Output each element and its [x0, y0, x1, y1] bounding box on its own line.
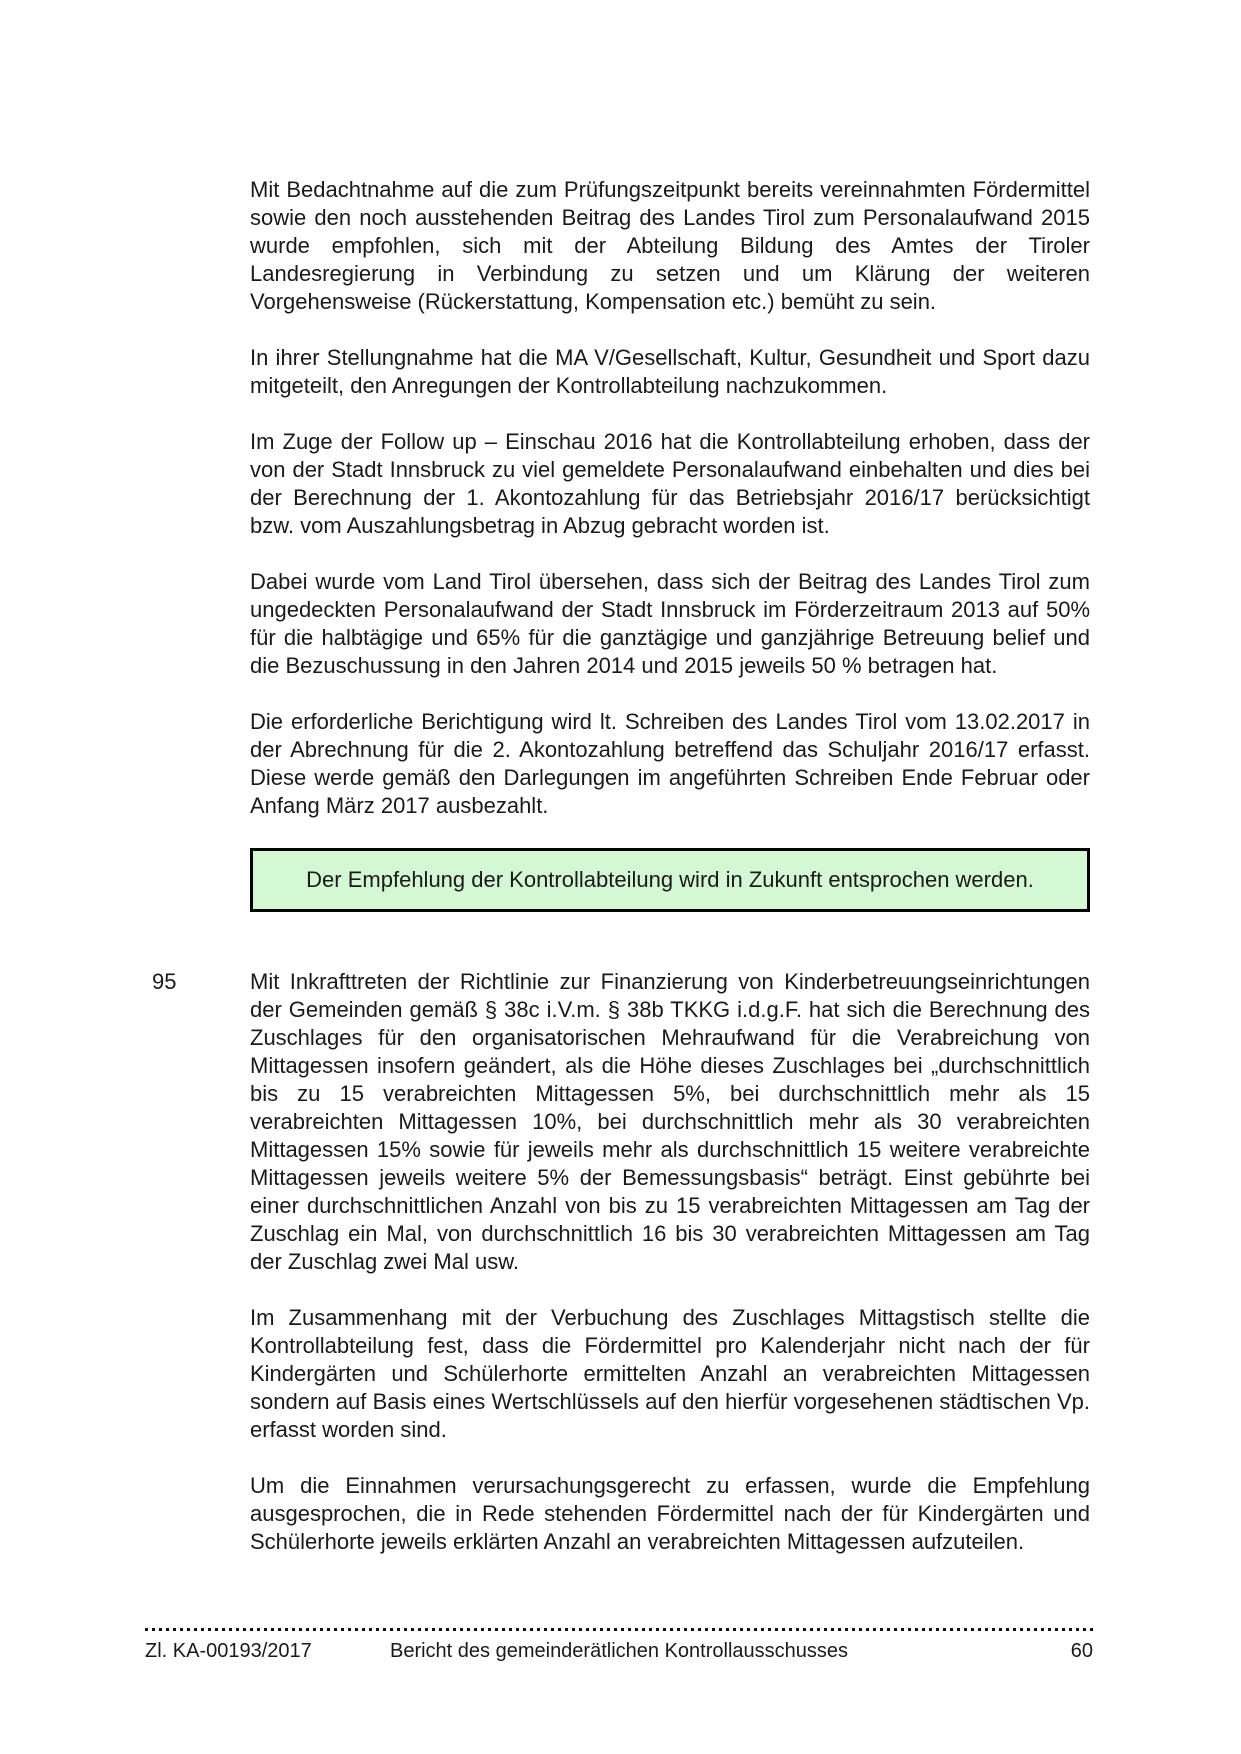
section-95 [152, 968, 1090, 1556]
section-paragraph: Im Zusammenhang mit der Verbuchung des Zuschlages Mittagstisch stellte die Kontrollabteilung fest, dass die Fördermittel pro Kalenderjahr nicht nach der für Kindergärten und Schülerhorte ermittelten Anzahl an verabreichten Mittagessen sondern auf Basis eines Wertschlüssels auf den hierfür vorgesehenen städtischen Vp. erfasst worden sind. [250, 1305, 1090, 1442]
footer-page-number: 60 [1070, 1640, 1093, 1662]
body-paragraph: In ihrer Stellungnahme hat die MA V/Gesellschaft, Kultur, Gesundheit und Sport dazu mitgeteilt, den Anregungen der Kontrollabteilung nachzukommen. [250, 345, 1090, 398]
footer-title: Bericht des gemeinderätlichen Kontrollausschusses [389, 1640, 849, 1662]
footer-divider [145, 1628, 1093, 1631]
section-paragraph: Um die Einnahmen verursachungsgerecht zu erfassen, wurde die Empfehlung ausgesprochen, die in Rede stehenden Fördermittel nach der für Kindergärten und Schülerhorte jeweils erklärten Anzahl an verabreichten Mittagessen aufzuteilen. [250, 1473, 1090, 1554]
page-footer [145, 1628, 1093, 1663]
body-paragraph: Die erforderliche Berichtigung wird lt. Schreiben des Landes Tirol vom 13.02.2017 in der Abrechnung für die 2. Akontozahlung betreffend das Schuljahr 2016/17 erfasst. Diese werde gemäß den Darlegungen im angeführten Schreiben Ende Februar oder Anfang März 2017 ausbezahlt. [250, 709, 1090, 818]
body-paragraph: Dabei wurde vom Land Tirol übersehen, dass sich der Beitrag des Landes Tirol zum ungedeckten Personalaufwand der Stadt Innsbruck im Förderzeitraum 2013 auf 50% für die halbtägige und 65% für die ganztägige und ganzjährige Betreuung belief und die Bezuschussung in den Jahren 2014 und 2015 jeweils 50 % betragen hat. [250, 569, 1090, 678]
report-body [152, 176, 1090, 1584]
section-paragraph: Mit Inkrafttreten der Richtlinie zur Finanzierung von Kinderbetreuungseinrichtungen der Gemeinden gemäß § 38c i.V.m. § 38b TKKG i.d.g.F. hat sich die Berechnung des Zuschlages für den organisatorischen Mehraufwand für die Verabreichung von Mittagessen insofern geändert, als die Höhe dieses Zuschlages bei „durchschnittlich bis zu 15 verabreichten Mittagessen 5%, bei durchschnittlich mehr als 15 verabreichten Mittagessen 10%, bei durchschnittlich mehr als 30 verabreichten Mittagessen 15% sowie für jeweils mehr als durchschnittlich 15 weitere verabreichte Mittagessen jeweils weitere 5% der Bemessungsbasis“ beträgt. Einst gebührte bei einer durchschnittlichen Anzahl von bis zu 15 verabreichten Mittagessen am Tag der Zuschlag ein Mal, von durchschnittlich 16 bis 30 verabreichten Mittagessen am Tag der Zuschlag zwei Mal usw. [250, 969, 1090, 1274]
recommendation-box [250, 848, 1090, 912]
recommendation-text: Der Empfehlung der Kontrollabteilung wird in Zukunft entsprochen werden. [306, 867, 1034, 892]
footer-row [145, 1639, 1093, 1663]
section-number: 95 [152, 969, 177, 994]
body-paragraph: Mit Bedachtnahme auf die zum Prüfungszeitpunkt bereits vereinnahmten Fördermittel sowie den noch ausstehenden Beitrag des Landes Tirol zum Personalaufwand 2015 wurde empfohlen, sich mit der Abteilung Bildung des Amtes der Tiroler Landesregierung in Verbindung zu setzen und um Klärung der weiteren Vorgehensweise (Rückerstattung, Kompensation etc.) bemüht zu sein. [250, 177, 1090, 314]
body-paragraph: Im Zuge der Follow up – Einschau 2016 hat die Kontrollabteilung erhoben, dass der von der Stadt Innsbruck zu viel gemeldete Personalaufwand einbehalten und dies bei der Berechnung der 1. Akontozahlung für das Betriebsjahr 2016/17 berücksichtigt bzw. vom Auszahlungsbetrag in Abzug gebracht worden ist. [250, 429, 1090, 538]
footer-reference: Zl. KA-00193/2017 [145, 1640, 312, 1662]
